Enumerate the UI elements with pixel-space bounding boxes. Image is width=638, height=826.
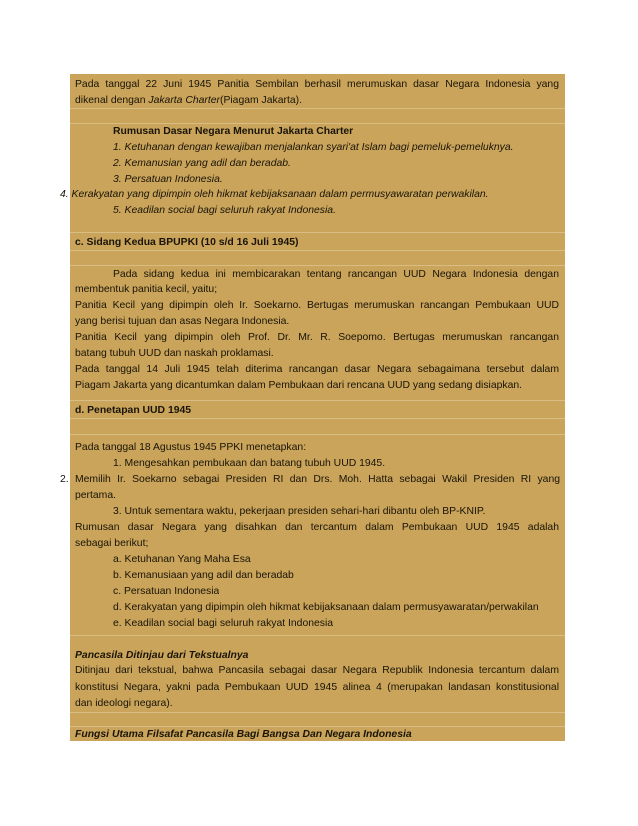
list-item: c. Persatuan Indonesia [113,586,220,597]
list-item: 1. Ketuhanan dengan kewajiban menjalankan syari'at Islam bagi pemeluk-pemeluknya. [113,142,514,153]
paragraph-line: dan ideologi negara). [75,698,173,709]
row-divider [70,726,565,727]
paragraph-line: Pada tanggal 18 Agustus 1945 PPKI menetapkan: [75,442,307,453]
paragraph-line: Rumusan dasar Negara yang disahkan dan tercantum dalam Pembukaan UUD 1945 adalah [75,522,559,533]
row-divider [70,123,565,124]
row-divider [70,108,565,109]
row-divider [70,250,565,251]
section-heading: Rumusan Dasar Negara Menurut Jakarta Charter [113,126,354,137]
section-heading: Fungsi Utama Filsafat Pancasila Bagi Bangsa Dan Negara Indonesia [75,729,412,740]
list-item: e. Keadilan social bagi seluruh rakyat Indonesia [113,618,334,629]
intro-line: Pada tanggal 22 Juni 1945 Panitia Sembilan berhasil merumuskan dasar Negara Indonesia yang [75,79,559,90]
paragraph-line: Panitia Kecil yang dipimpin oleh Ir. Soekarno. Bertugas merumuskan rancangan Pembukaan UUD [75,300,559,311]
intro-line [75,94,302,108]
list-item: 2. Memilih Ir. Soekarno sebagai Presiden RI dan Drs. Moh. Hatta sebagai Wakil Presiden RI yang [60,474,560,485]
paragraph-line: membentuk panitia kecil, yaitu; [75,284,218,295]
row-divider [70,265,565,266]
list-item: 3. Persatuan Indonesia. [113,174,223,185]
row-divider [70,712,565,713]
paragraph-line: Piagam Jakarta yang dicantumkan dalam Pembukaan dari rencana UUD yang sedang disiapkan. [75,380,523,391]
paragraph-line: yang berisi tujuan dan asas Negara Indonesia. [75,316,290,327]
row-divider [70,400,565,401]
row-divider [70,635,565,636]
row-divider [70,232,565,233]
section-heading: c. Sidang Kedua BPUPKI (10 s/d 16 Juli 1945) [75,237,299,248]
paragraph-line: konstitusi Negara, yakni pada Pembukaan UUD 1945 alinea 4 (merupakan landasan konstitusional [75,682,559,693]
paragraph-line: Ditinjau dari tekstual, bahwa Pancasila sebagai dasar Negara Republik Indonesia tercantum dalam [75,665,559,676]
intro-text: dikenal dengan [75,95,149,106]
paragraph-line: Pada sidang kedua ini membicarakan tentang rancangan UUD Negara Indonesia dengan [113,269,559,280]
list-item: d. Kerakyatan yang dipimpin oleh hikmat kebijaksanaan dalam permusyawaratan/perwakilan [113,602,539,613]
list-item: a. Ketuhanan Yang Maha Esa [113,554,251,565]
paragraph-line: sebagai berikut; [75,538,149,549]
paragraph-line: batang tubuh UUD dan naskah proklamasi. [75,348,274,359]
section-heading: d. Penetapan UUD 1945 [75,405,192,416]
paragraph-line: Panitia Kecil yang dipimpin oleh Prof. Dr. Mr. R. Soepomo. Bertugas merumuskan rancangan [75,332,559,343]
list-item: 3. Untuk sementara waktu, pekerjaan presiden sehari-hari dibantu oleh BP-KNIP. [113,506,486,517]
list-item: 5. Keadilan social bagi seluruh rakyat Indonesia. [113,205,336,216]
list-item: 4. Kerakyatan yang dipimpin oleh hikmat kebijaksanaan dalam permusyawaratan perwakilan. [60,189,489,200]
paragraph-line: pertama. [75,490,117,501]
intro-charter-term: Jakarta Charter [148,95,220,106]
intro-text: (Piagam Jakarta). [219,95,302,106]
paragraph-line: Pada tanggal 14 Juli 1945 telah diterima rancangan dasar Negara sebagaimana tersebut dalam [75,364,559,375]
row-divider [70,418,565,419]
list-item: 2. Kemanusian yang adil dan beradab. [113,158,291,169]
row-divider [70,434,565,435]
list-item: b. Kemanusiaan yang adil dan beradab [113,570,294,581]
list-item: 1. Mengesahkan pembukaan dan batang tubuh UUD 1945. [113,458,386,469]
section-heading: Pancasila Ditinjau dari Tekstualnya [75,650,249,661]
